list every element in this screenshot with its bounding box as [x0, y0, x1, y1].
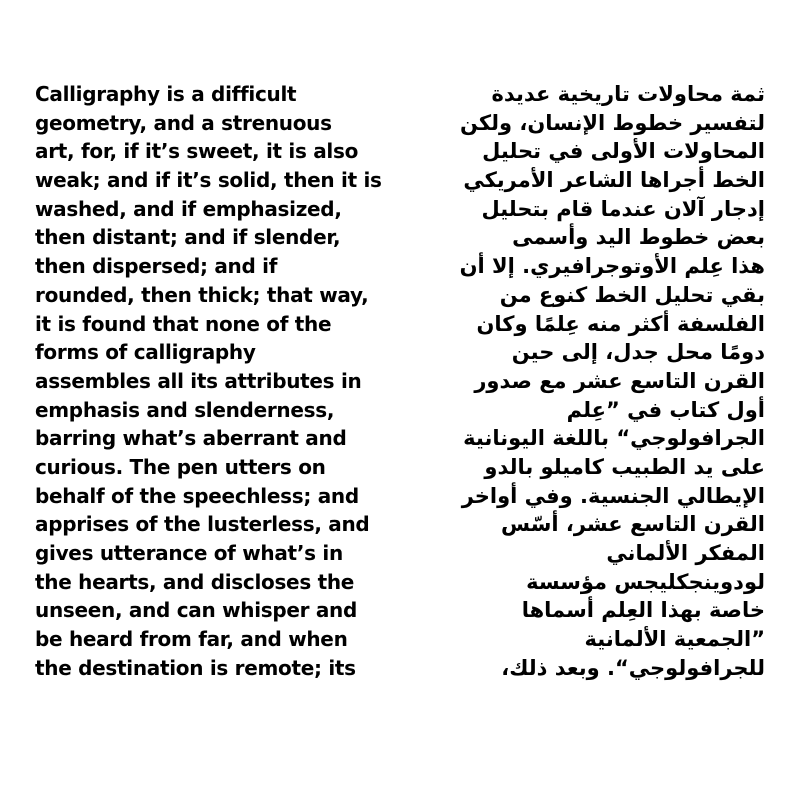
arabic-text-line: الفلسفة أكثر منه عِلمًا وكان: [476, 311, 765, 336]
english-text-line: art, for, if it’s sweet, it is also: [35, 139, 359, 164]
arabic-text-line: لودوينجكليجس مؤسسة: [526, 569, 765, 594]
arabic-text-line: دومًا محل جدل، إلى حين: [511, 340, 765, 365]
english-text-line: curious. The pen utters on: [35, 454, 326, 479]
arabic-text-line: ”الجمعية الألمانية: [584, 627, 765, 652]
english-text-line: the destination is remote; its: [35, 655, 356, 680]
english-text-line: behalf of the speechless; and: [35, 483, 359, 508]
english-text-line: then distant; and if slender,: [35, 225, 341, 250]
english-text-line: rounded, then thick; that way,: [35, 282, 369, 307]
arabic-text-line: الإيطالي الجنسية. وفي أواخر: [461, 483, 765, 508]
english-text-line: barring what’s aberrant and: [35, 426, 347, 451]
arabic-text-column: [405, 80, 765, 682]
arabic-text-line: إدجار آلان عندما قام بتحليل: [481, 196, 765, 221]
arabic-text-line: المفكر الألماني: [606, 541, 765, 565]
arabic-text-line: المحاولات الأولى في تحليل: [482, 139, 765, 164]
english-text-line: washed, and if emphasized,: [35, 196, 342, 221]
arabic-text-line: الجرافولوجي“ باللغة اليونانية: [463, 426, 765, 451]
english-text-line: apprises of the lusterless, and: [35, 512, 370, 537]
arabic-text-line: ثمة محاولات تاريخية عديدة: [491, 82, 765, 106]
english-text-line: it is found that none of the: [35, 311, 332, 336]
english-text-line: the hearts, and discloses the: [35, 569, 355, 594]
english-text-line: be heard from far, and when: [35, 627, 348, 652]
arabic-text-line: خاصة بهذا العِلم أسماها: [521, 598, 765, 623]
arabic-text-line: الخط أجراها الشاعر الأمريكي: [463, 168, 765, 193]
arabic-text-line: القرن التاسع عشر، أسّس: [501, 512, 765, 537]
arabic-text-line: للجرافولوجي“. وبعد ذلك،: [501, 655, 765, 680]
english-text-line: Calligraphy is a difficult: [35, 82, 297, 106]
english-text-line: emphasis and slenderness,: [35, 397, 335, 422]
arabic-text-line: أول كتاب في ”عِلم: [566, 397, 765, 422]
english-text-line: then dispersed; and if: [35, 254, 278, 279]
english-text-line: unseen, and can whisper and: [35, 598, 358, 623]
english-text-column: [35, 80, 415, 682]
arabic-text-line: بعض خطوط اليد وأسمى: [512, 225, 765, 250]
arabic-text-line: هذا عِلم الأوتوجرافيري. إلا أن: [459, 254, 765, 279]
arabic-text-line: القرن التاسع عشر مع صدور: [474, 368, 765, 393]
english-text-line: geometry, and a strenuous: [35, 110, 332, 135]
english-text-line: assembles all its attributes in: [35, 368, 362, 393]
arabic-text-line: بقي تحليل الخط كنوع من: [499, 282, 765, 307]
english-text-line: weak; and if it’s solid, then it is: [35, 168, 382, 193]
arabic-text-line: على يد الطبيب كاميلو بالدو: [484, 454, 765, 479]
english-text-line: gives utterance of what’s in: [35, 541, 343, 565]
arabic-text-line: لتفسير خطوط الإنسان، ولكن: [459, 110, 765, 135]
english-text-line: forms of calligraphy: [35, 340, 256, 365]
